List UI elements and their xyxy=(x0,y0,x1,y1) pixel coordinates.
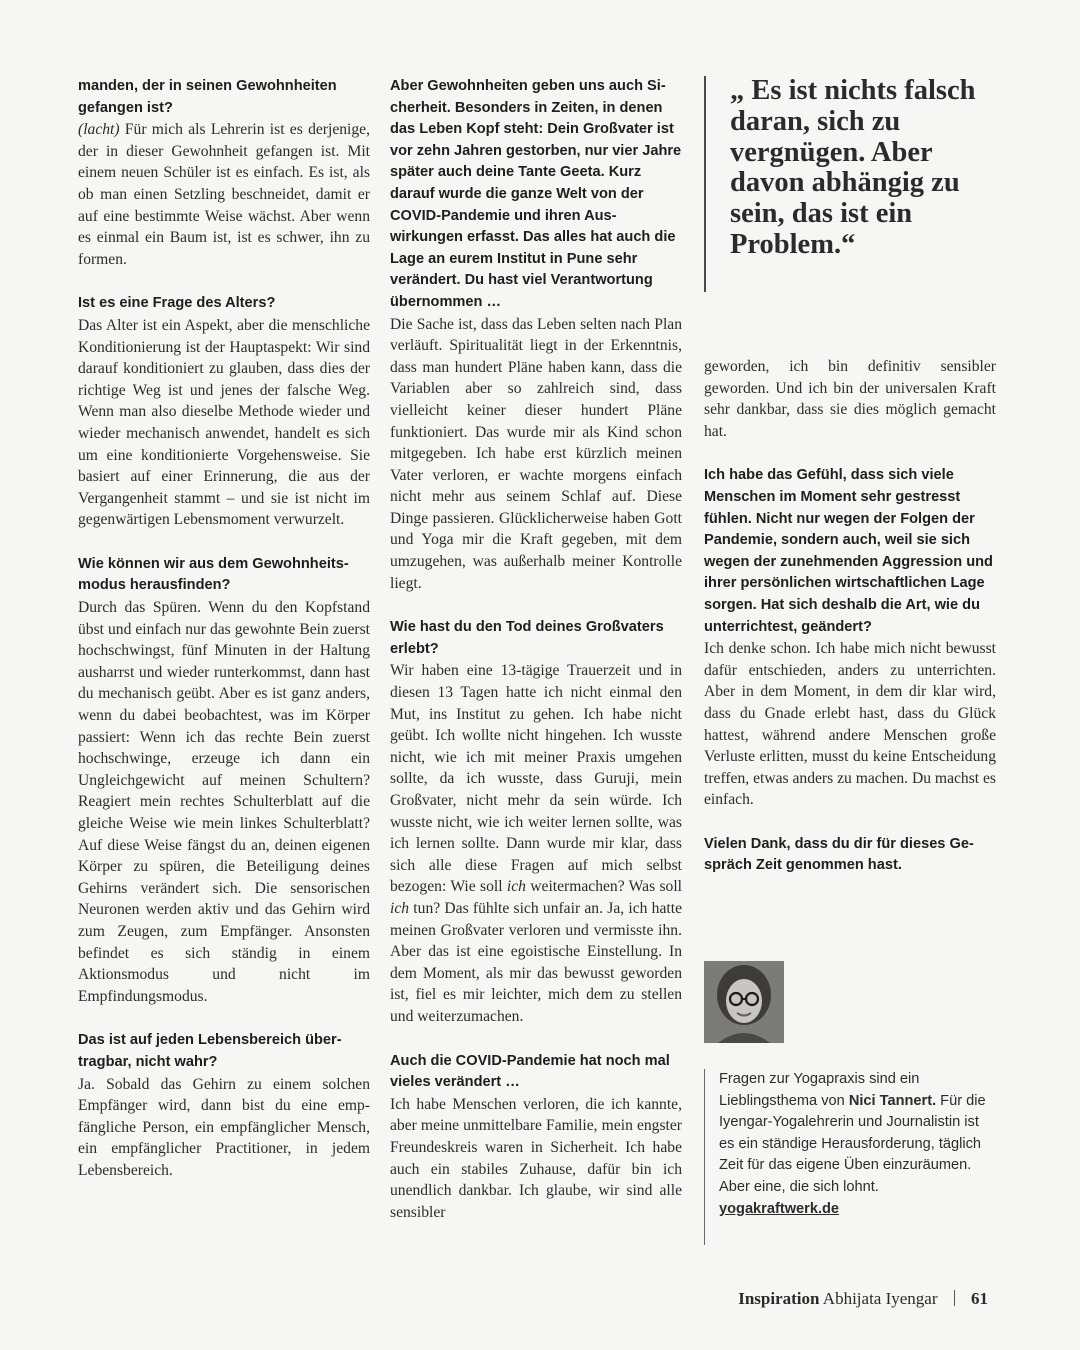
interview-question: Wie können wir aus dem Gewohnheitsmodus herausfinden? xyxy=(78,555,349,594)
interview-question: Vielen Dank, dass du dir für dieses Gespräch Zeit genommen hast. xyxy=(704,835,974,874)
pull-quote xyxy=(704,76,996,292)
interview-answer xyxy=(390,660,682,1027)
interview-question: Das ist auf jeden Lebensbereich übertragbar, nicht wahr? xyxy=(78,1032,342,1070)
article-column-3 xyxy=(704,356,996,877)
interview-question: Wie hast du den Tod deines Großvaters erlebt? xyxy=(390,619,664,657)
answer-text: weitermachen? Was soll xyxy=(525,878,682,896)
pull-quote-text: „ Es ist nichts falsch daran, sich zu vergnügen. Aber davon abhängig zu sein, das ist ein Problem.“ xyxy=(730,75,976,260)
interview-answer: Die Sache ist, dass das Leben selten nach Plan verläuft. Spiritualität liegt in der Erkenntnis, dass man hundert Pläne haben kann, dass die Variablen aber so zahlreich sind, dass vielleicht keiner dieser hundert Pläne funktioniert. Das wurde mir als Kind schon mitgegeben. Ich habe erst kürzlich meinen Vater verloren, er wachte morgens einfach nicht mehr aus seinem Schlaf auf. Diese Dinge passieren. Glücklicherweise haben Gott und Yoga mir die Kraft gegeben, mit dem umzugehen, was außerhalb meiner Kontrolle liegt. xyxy=(390,315,682,592)
interview-question: Ist es eine Frage des Alters? xyxy=(78,295,276,312)
interview-answer: Ich denke schon. Ich habe mich nicht bewusst dafür entschieden, anders zu unterrichten. Aber in dem Moment, in dem dir klar wird, dass du Gnade erlebt hast, dass du Glück hattest, während andere Menschen große Verluste erlitten, musst du keine Entscheidung treffen, etwas anders zu machen. Du machst es einfach. xyxy=(704,640,996,809)
interview-question: manden, der in seinen Gewohnheiten gefangen ist? xyxy=(78,78,337,116)
interview-answer: Durch das Spüren. Wenn du den Kopfstand übst und einfach nur das gewohnte Bein zuerst hochschwingst, fünf Minuten in der Haltung ausharrst und wieder runterkommst, dann hast du mechanisch geübt. Aber es ist ganz anders, wenn du dabei beobachtest, was im Körper passiert: Wenn ich das rechte Bein zuerst hochschwinge, erzeuge ich dann ein Ungleichgewicht auf meinen Schultern? Reagiert mein rechtes Schulterblatt auf die gleiche Weise wie mein linkes Schulterblatt? Auf diese Weise fängst du an, deinen eigenen Körper zu spüren, die Beteiligung deines Gehirns verändert sich. Die sensorischen Neuronen werden aktiv und das Gehirn wird zum Zeugen, zum Empfänger. Ansonsten befindet es sich ständig in einem Aktionsmodus und nicht im Empfindungsmodus. xyxy=(78,599,370,1005)
answer-text: Für mich als Lehrerin ist es derjenige, der in dieser Gewohnheit gefangen ist. Mit einem neuen Schüler ist es einfach. Es ist, als ob man einen Setzling beschneidet, damit er auf eine bestimmte Weise wächst. Aber wenn es einmal ein Baum ist, ist es schwer, ihn zu formen. xyxy=(78,121,370,268)
interview-answer: geworden, ich bin definitiv sensibler geworden. Und ich bin der universalen Kraft sehr dankbar, dass sie dies möglich gemacht hat. xyxy=(704,358,996,440)
footer-divider xyxy=(954,1290,955,1306)
author-portrait-image xyxy=(704,961,784,1043)
article-subject: Abhijata Iyengar xyxy=(822,1289,938,1308)
emphasis: ich xyxy=(390,899,410,917)
article-column-1 xyxy=(78,76,370,1182)
author-bio-text xyxy=(719,1069,996,1199)
interview-question: Aber Gewohnheiten geben uns auch Sicherheit. Besonders in Zeiten, in denen das Leben Kopf steht: Dein Großvater ist vor zehn Jahren gestorben, nur vier Jahre später auch deine Tante Geeta. Kurz darauf wurde die ganze Welt von der COVID-Pandemie und ihren Auswirkungen erfasst. Das alles hat auch die Lage an eurem Institut in Pune sehr verändert. Du hast viel Verantwortung übernommen … xyxy=(390,78,682,310)
interview-answer: Ja. Sobald das Gehirn zu einem solchen Empfänger wird, dann bist du eine empfängliche Person, ein empfänglicher Mensch, ein empfänglicher Practitioner, in jedem Lebensbereich. xyxy=(78,1075,370,1179)
author-bio xyxy=(704,1069,996,1245)
interview-question: Ich habe das Gefühl, dass sich viele Menschen im Moment sehr gestresst fühlen. Nicht nur wegen der Folgen der Pandemie, sondern auch, weil sie sich wegen der zunehmenden Aggression und ihrer persönlichen wirtschaftlichen Lage sorgen. Hat sich deshalb die Art, wie du unterrichtest, geändert? xyxy=(704,467,993,635)
author-website-link[interactable]: yogakraftwerk.de xyxy=(719,1200,840,1217)
bio-text: Fragen zur Yogapraxis sind ein Lieblingsthema von xyxy=(719,1071,920,1109)
author-photo xyxy=(704,961,784,1043)
stage-direction: (lacht) xyxy=(78,121,120,139)
page-footer xyxy=(738,1289,988,1309)
interview-answer: Ich habe Menschen verloren, die ich kannte, aber meine unmittelbare Familie, mein engster Freundeskreis waren in Sicherheit. Ich habe auch ein stabiles Zuhause, dafür bin ich unendlich dankbar. Ich glaube, wir sind alle sensibler xyxy=(390,1095,682,1221)
answer-text: tun? Das fühlte sich unfair an. Ja, ich hatte meinen Großvater verloren und vermisste ihn. Aber das ist eine egoistische Einstellung. In dem Moment, als mir das bewusst geworden ist, fiel es mir leichter, mich dem zu stellen und weiterzumachen. xyxy=(390,899,682,1025)
emphasis: ich xyxy=(506,878,526,896)
interview-question: Auch die COVID-Pandemie hat noch mal vieles verändert … xyxy=(390,1052,670,1091)
bio-text: Für die Iyengar-Yogalehrerin und Journalistin ist es ein ständige Herausforderung, täglich Zeit für das eigene Üben einzuräumen. Aber eine, die sich lohnt. xyxy=(719,1092,986,1195)
interview-answer: Das Alter ist ein Aspekt, aber die menschliche Konditionierung ist der Hauptaspekt: Wir sind darauf konditioniert zu glauben, dass dies der richtige Weg ist und jenes der falsche Weg. Wenn man also dieselbe Methode wieder und wieder mechanisch anwendet, handelt es sich um eine konditionierte Vorgehensweise. Sie basiert auf einer Erinnerung, die aus der Vergangenheit stammt – und sie ist nicht im gegenwärtigen Lebensmoment verwurzelt. xyxy=(78,316,370,529)
page-number: 61 xyxy=(971,1289,988,1308)
section-label: Inspiration xyxy=(738,1289,820,1308)
author-name: Nici Tannert. xyxy=(848,1092,937,1109)
article-column-2 xyxy=(390,76,682,1223)
interview-answer xyxy=(78,119,370,270)
answer-text: Wir haben eine 13-tägige Trauerzeit und in diesen 13 Tagen hatte ich nicht einmal den Mut, ins Institut zu gehen. Ich habe nicht geübt. Ich wollte nicht hingehen. Ich wusste nicht, wie ich mit meiner Praxis umgehen sollte, da ich wusste, dass Guruji, mein Großvater, nicht mehr da sein würde. Ich wusste nicht, wie ich weiter lernen sollte, was ich lernen sollte. Dann wurde mir klar, dass sich alle diese Fragen auf mich selbst bezogen: Wie soll xyxy=(390,662,682,896)
